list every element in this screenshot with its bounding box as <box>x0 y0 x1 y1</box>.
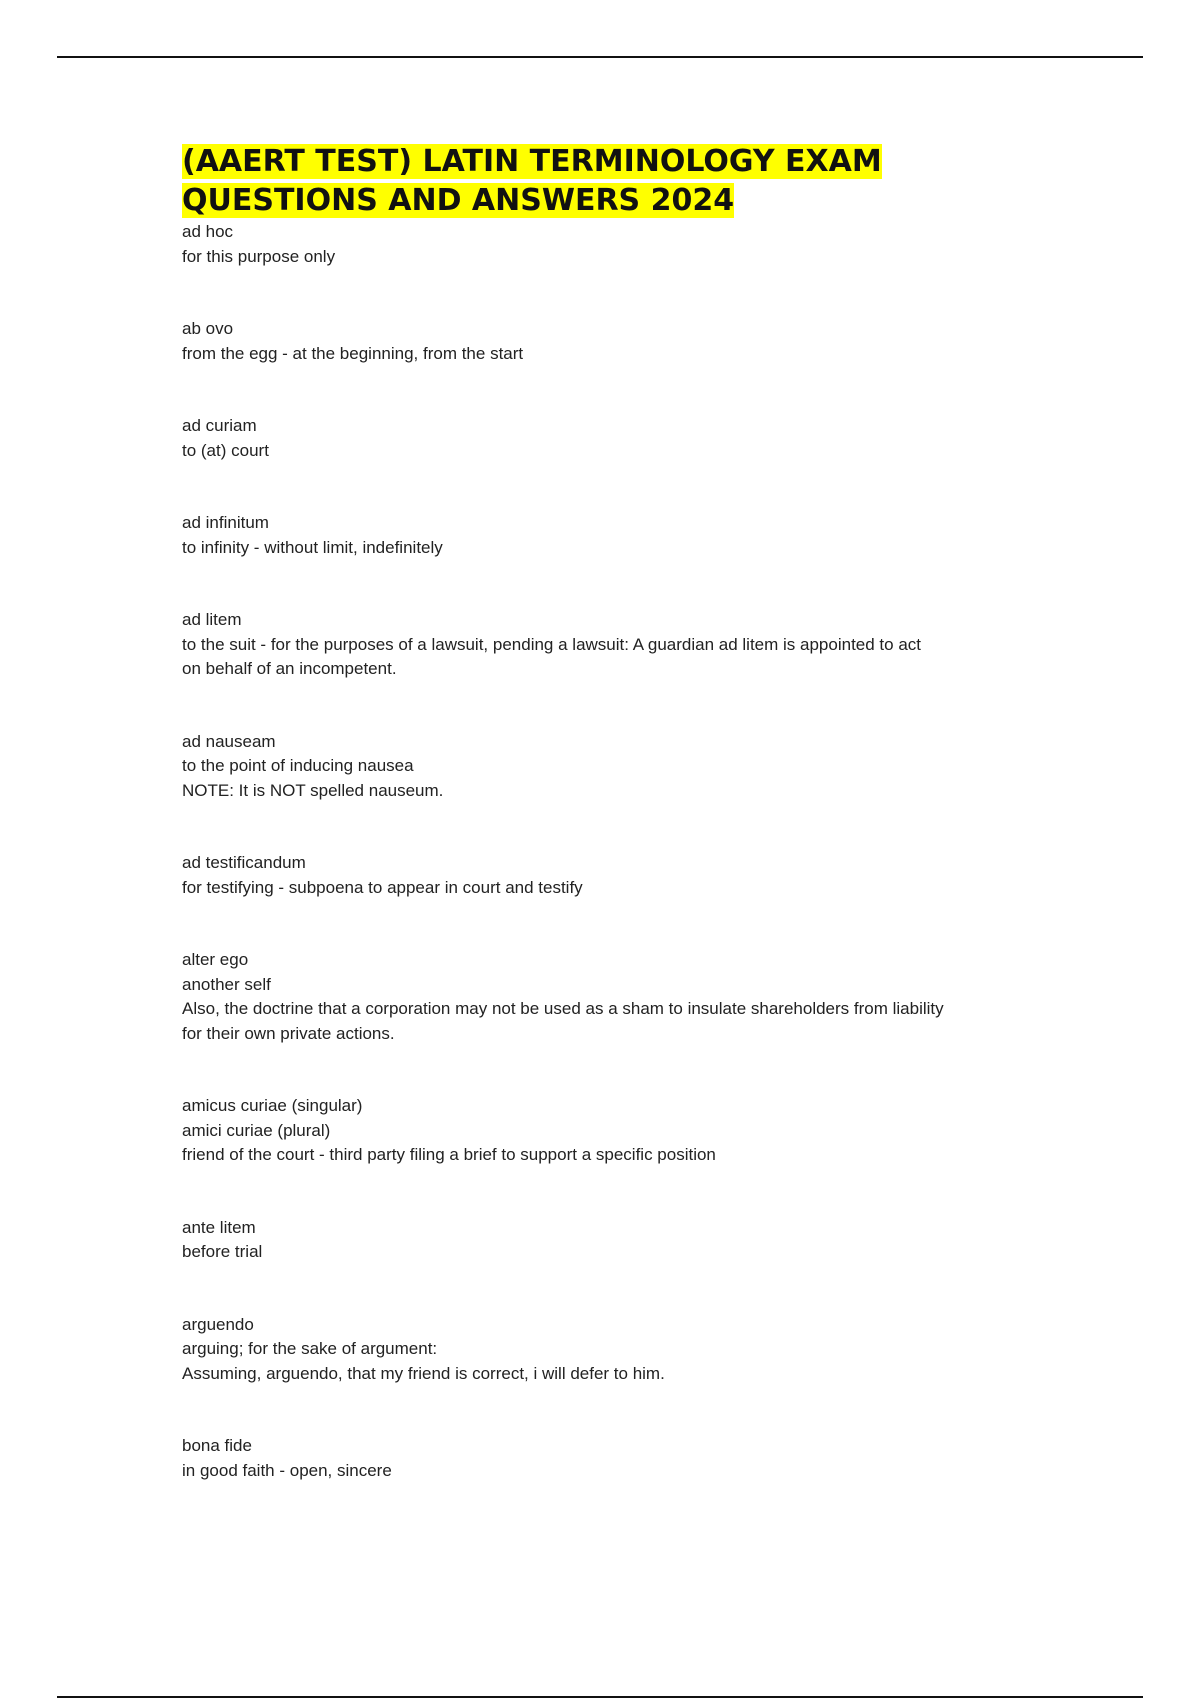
term-definition-line: NOTE: It is NOT spelled nauseum. <box>182 780 444 800</box>
term-definition-line: in good faith - open, sincere <box>182 1460 392 1480</box>
term-list <box>182 220 1042 1483</box>
term-entry <box>182 317 1042 366</box>
term-definition-line: another self <box>182 974 271 994</box>
term-definition-line: to infinity - without limit, indefinitely <box>182 537 443 557</box>
term-definition-line: on behalf of an incompetent. <box>182 659 397 678</box>
term-name: amicus curiae (singular) <box>182 1096 363 1115</box>
term-entry <box>182 1216 1042 1265</box>
term-name: bona fide <box>182 1436 252 1455</box>
term-definition-line: for testifying - subpoena to appear in court and testify <box>182 877 583 897</box>
term-name: alter ego <box>182 950 249 969</box>
term-entry <box>182 851 1042 900</box>
term-entry <box>182 511 1042 560</box>
term-definition-line: for this purpose only <box>182 246 336 266</box>
term-definition-line: for their own private actions. <box>182 1023 395 1043</box>
term-entry <box>182 1313 1042 1387</box>
term-entry <box>182 730 1042 804</box>
term-entry <box>182 948 1042 1046</box>
term-name: ad nauseam <box>182 731 276 751</box>
term-name: ad infinitum <box>182 513 269 532</box>
title-line-2: QUESTIONS AND ANSWERS 2024 <box>182 183 735 218</box>
term-entry <box>182 220 1042 269</box>
term-name: ab ovo <box>182 319 234 338</box>
term-entry <box>182 608 1042 682</box>
document-body <box>182 142 1042 1531</box>
term-name: ad testificandum <box>182 853 306 872</box>
term-definition-line: Assuming, arguendo, that my friend is correct, i will defer to him. <box>182 1363 665 1383</box>
term-definition-line: from the egg - at the beginning, from the start <box>182 343 524 363</box>
title-line-1: (AAERT TEST) LATIN TERMINOLOGY EXAM <box>182 144 882 179</box>
document-title <box>182 142 1042 220</box>
term-name: ad hoc <box>182 222 234 241</box>
term-name: arguendo <box>182 1314 254 1334</box>
term-definition-line: to the suit - for the purposes of a lawsuit, pending a lawsuit: A guardian ad litem is appointed to act <box>182 634 922 654</box>
term-definition-line: Also, the doctrine that a corporation may not be used as a sham to insulate shareholders from liability <box>182 999 944 1018</box>
term-name: ante litem <box>182 1217 256 1237</box>
term-definition-line: arguing; for the sake of argument: <box>182 1339 438 1358</box>
term-definition-line: friend of the court - third party filing a brief to support a specific position <box>182 1145 716 1164</box>
term-name: ad litem <box>182 610 242 629</box>
term-name: ad curiam <box>182 416 257 435</box>
term-entry <box>182 1434 1042 1483</box>
term-definition-line: before trial <box>182 1242 263 1261</box>
bottom-rule <box>57 1696 1143 1698</box>
term-definition-line: amici curiae (plural) <box>182 1120 331 1140</box>
term-definition-line: to the point of inducing nausea <box>182 756 414 775</box>
term-entry <box>182 414 1042 463</box>
term-entry <box>182 1094 1042 1168</box>
top-rule <box>57 56 1143 58</box>
term-definition-line: to (at) court <box>182 440 269 460</box>
